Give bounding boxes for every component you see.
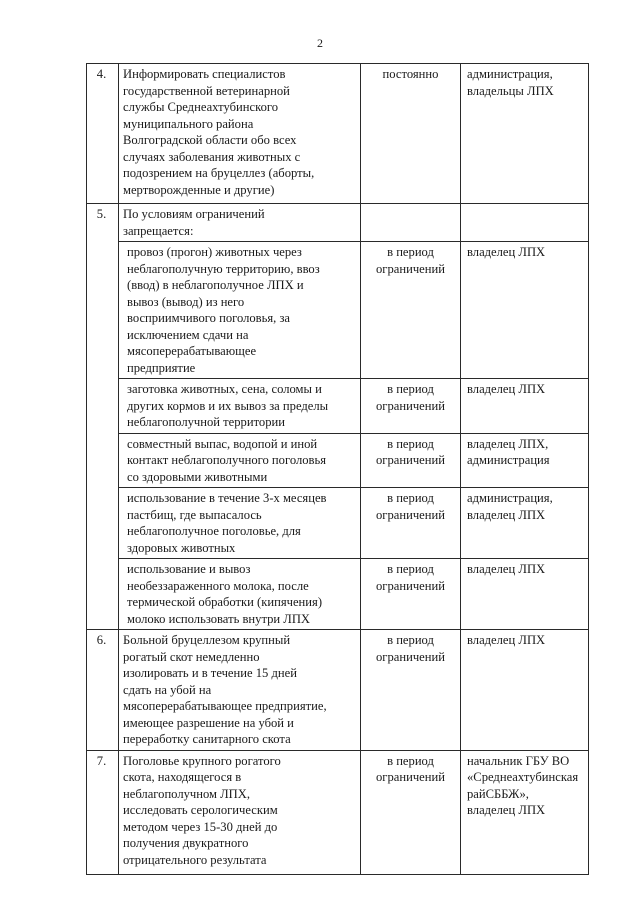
responsible-text: владелец ЛПХ: [461, 242, 589, 379]
row-number: 4.: [87, 64, 119, 204]
table-row: [87, 630, 589, 751]
row-number: 7.: [87, 750, 119, 874]
term-text: в период ограничений: [361, 379, 461, 434]
page-number: 2: [317, 36, 323, 50]
responsible-text: [461, 204, 589, 242]
responsible-text: владелец ЛПХ: [461, 559, 589, 630]
term-text: в период ограничений: [361, 433, 461, 488]
term-text: в период ограничений: [361, 559, 461, 630]
table-row: [87, 204, 589, 242]
term-text: в период ограничений: [361, 488, 461, 559]
action-text: Поголовье крупного рогатого скота, находящегося в неблагополучном ЛПХ, исследовать серологическим методом через 15-30 дней до получения двукратного отрицательного результата: [119, 750, 361, 874]
term-text: в период ограничений: [361, 630, 461, 751]
responsible-text: начальник ГБУ ВО «Среднеахтубинская райСББЖ», владелец ЛПХ: [461, 750, 589, 874]
row-number: 6.: [87, 630, 119, 751]
table-row: [87, 433, 589, 488]
term-text: [361, 204, 461, 242]
row-number: 5.: [87, 204, 119, 630]
term-text: постоянно: [361, 64, 461, 204]
term-text: в период ограничений: [361, 750, 461, 874]
action-text: Больной бруцеллезом крупный рогатый скот немедленно изолировать и в течение 15 дней сдать на убой на мясоперерабатывающее предприятие, имеющее разрешение на убой и переработку санитарного скота: [119, 630, 361, 751]
action-text: совместный выпас, водопой и иной контакт неблагополучного поголовья со здоровыми животными: [119, 433, 361, 488]
action-text: заготовка животных, сена, соломы и других кормов и их вывоз за пределы неблагополучной территории: [119, 379, 361, 434]
table-row: [87, 379, 589, 434]
responsible-text: администрация, владельцы ЛПХ: [461, 64, 589, 204]
action-text: использование и вывоз необеззараженного молока, после термической обработки (кипячения) молоко использовать внутри ЛПХ: [119, 559, 361, 630]
responsible-text: владелец ЛПХ, администрация: [461, 433, 589, 488]
action-text: По условиям ограничений запрещается:: [119, 204, 361, 242]
action-text: Информировать специалистов государственной ветеринарной службы Среднеахтубинского муниципального района Волгоградской области обо всех случаях заболевания животных с подозрением на бруцеллез (аборты, мертворожденные и другие): [119, 64, 361, 204]
table-row: [87, 488, 589, 559]
action-text: провоз (прогон) животных через неблагополучную территорию, ввоз (ввод) в неблагополучное ЛПХ и вывоз (вывод) из него восприимчивого поголовья, за исключением сдачи на мясоперерабатывающее предприятие: [119, 242, 361, 379]
responsible-text: владелец ЛПХ: [461, 630, 589, 751]
responsible-text: владелец ЛПХ: [461, 379, 589, 434]
table-row: [87, 64, 589, 204]
responsible-text: администрация, владелец ЛПХ: [461, 488, 589, 559]
table-row: [87, 750, 589, 874]
action-text: использование в течение 3-х месяцев пастбищ, где выпасалось неблагополучное поголовье, для здоровых животных: [119, 488, 361, 559]
measures-table: [86, 63, 589, 875]
term-text: в период ограничений: [361, 242, 461, 379]
table-row: [87, 242, 589, 379]
table-row: [87, 559, 589, 630]
